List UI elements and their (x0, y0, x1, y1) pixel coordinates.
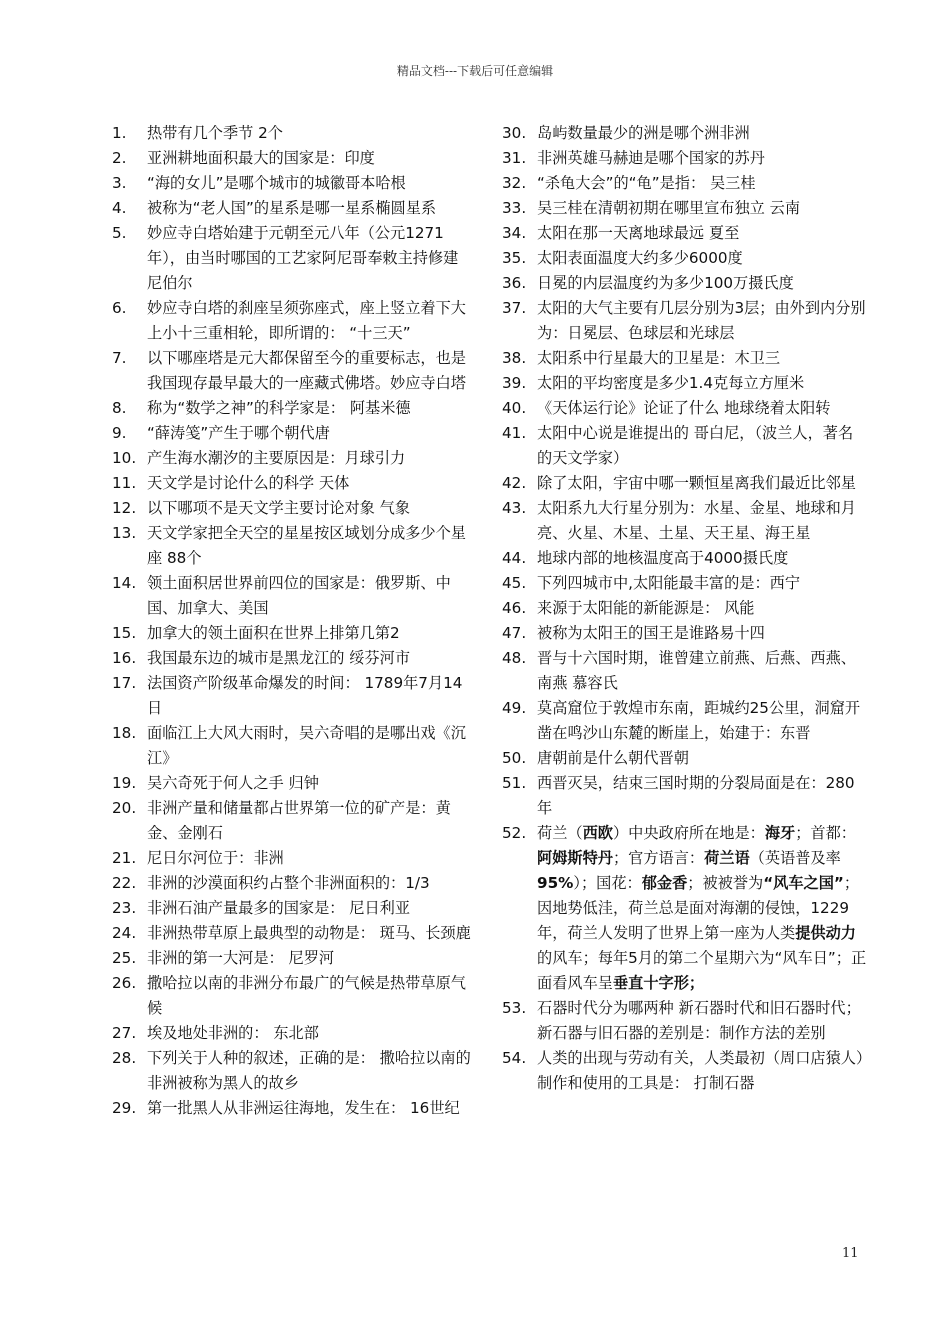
item-text: 妙应寺白塔始建于元朝至元八年（公元1271年），由当时哪国的工艺家阿尼哥奉敕主持修建 尼伯尔 (147, 224, 459, 292)
item-number: 14. (112, 574, 137, 592)
question-item (502, 371, 867, 396)
item-number: 11. (112, 474, 137, 492)
item-number: 45. (502, 574, 527, 592)
item-number: 42. (502, 474, 527, 492)
bold-segment: 阿姆斯特丹 (537, 849, 613, 867)
item-text: 非洲的沙漠面积约占整个非洲面积的：1/3 (147, 874, 430, 892)
item-text: 唐朝前是什么朝代晋朝 (537, 749, 689, 767)
item-number: 7. (112, 349, 127, 367)
question-item (112, 771, 472, 796)
item-text: 非洲热带草原上最典型的动物是： 斑马、长颈鹿 (147, 924, 471, 942)
item-number: 25. (112, 949, 137, 967)
question-item (112, 1021, 472, 1046)
item-number: 16. (112, 649, 137, 667)
item-text: 日冕的内层温度约为多少100万摄氏度 (537, 274, 794, 292)
item-number: 35. (502, 249, 527, 267)
item-number: 49. (502, 699, 527, 717)
page-number: 11 (842, 1246, 859, 1261)
question-item (502, 496, 867, 546)
item-text: 称为“数学之神”的科学家是： 阿基米德 (147, 399, 411, 417)
item-number: 44. (502, 549, 527, 567)
item-number: 46. (502, 599, 527, 617)
item-number: 51. (502, 774, 527, 792)
item-text: 法国资产阶级革命爆发的时间： 1789年7月14日 (147, 674, 463, 717)
item-number: 48. (502, 649, 527, 667)
item-number: 18. (112, 724, 137, 742)
item-text: 晋与十六国时期，谁曾建立前燕、后燕、西燕、南燕 慕容氏 (537, 649, 856, 692)
item-number: 47. (502, 624, 527, 642)
item-text: 吴六奇死于何人之手 归钟 (147, 774, 319, 792)
item-text: 太阳在那一天离地球最远 夏至 (537, 224, 740, 242)
question-item (112, 171, 472, 196)
item-number: 52. (502, 824, 527, 842)
item-text: 非洲英雄马赫迪是哪个国家的苏丹 (537, 149, 765, 167)
item-text: 太阳的大气主要有几层分别为3层；由外到内分别为：日冕层、色球层和光球层 (537, 299, 866, 342)
question-item (502, 746, 867, 771)
question-item (112, 421, 472, 446)
item-number: 5. (112, 224, 127, 242)
text-segment: ）中央政府所在地是： (612, 824, 765, 842)
item-text: 石器时代分为哪两种 新石器时代和旧石器时代；新石器与旧石器的差别是：制作方法的差别 (537, 999, 861, 1042)
item-number: 17. (112, 674, 137, 692)
bold-segment: “风车之国” (763, 874, 844, 892)
item-text: 以下哪座塔是元大都保留至今的重要标志，也是我国现存最早最大的一座藏式佛塔。妙应寺白塔 (147, 349, 466, 392)
item-text: 加拿大的领土面积在世界上排第几第2 (147, 624, 400, 642)
item-number: 31. (502, 149, 527, 167)
item-number: 4. (112, 199, 127, 217)
bold-segment: 提供动力 (795, 924, 856, 942)
bold-segment: 海牙 (764, 824, 796, 842)
text-segment: ；因地势低洼，荷兰总是面对海潮的侵蚀，1229年，荷兰人发明了世界上第一座为人类 (537, 874, 860, 942)
item-number: 26. (112, 974, 137, 992)
item-text: 地球内部的地核温度高于4000摄氏度 (537, 549, 789, 567)
item-number: 41. (502, 424, 527, 442)
text-segment: ；首都： (795, 824, 856, 842)
item-number: 1. (112, 124, 127, 142)
question-item (112, 346, 472, 396)
question-item (502, 821, 867, 996)
item-text: 以下哪项不是天文学主要讨论对象 气象 (147, 499, 411, 517)
question-item (502, 546, 867, 571)
item-number: 40. (502, 399, 527, 417)
item-text: 被称为太阳王的国王是谁路易十四 (537, 624, 765, 642)
item-number: 37. (502, 299, 527, 317)
question-item (112, 896, 472, 921)
question-item (112, 621, 472, 646)
text-segment: （英语普及率 (749, 849, 841, 867)
item-number: 8. (112, 399, 127, 417)
item-text: 妙应寺白塔的刹座呈须弥座式，座上竖立着下大上小十三重相轮，即所谓的： “十三天” (147, 299, 466, 342)
item-number: 9. (112, 424, 127, 442)
question-item (112, 446, 472, 471)
question-item (112, 496, 472, 521)
question-item (502, 996, 867, 1046)
item-text: 太阳表面温度大约多少6000度 (537, 249, 743, 267)
item-text: 亚洲耕地面积最大的国家是：印度 (147, 149, 375, 167)
item-text: 人类的出现与劳动有关，人类最初（周口店猿人）制作和使用的工具是： 打制石器 (537, 1049, 864, 1092)
item-number: 12. (112, 499, 137, 517)
item-text: 领土面积居世界前四位的国家是：俄罗斯、中国、加拿大、美国 (147, 574, 451, 617)
question-item (112, 721, 472, 771)
item-text: 太阳系中行星最大的卫星是：木卫三 (537, 349, 780, 367)
question-item (112, 946, 472, 971)
item-number: 24. (112, 924, 137, 942)
right-column (502, 121, 867, 1096)
item-text: “薛涛笺”产生于哪个朝代唐 (147, 424, 330, 442)
question-item (502, 346, 867, 371)
text-segment: 荷兰（ (537, 824, 583, 842)
question-item (502, 1046, 867, 1096)
question-item (502, 621, 867, 646)
item-number: 34. (502, 224, 527, 242)
item-text: 太阳中心说是谁提出的 哥白尼，（波兰人，著名的天文学家） (537, 424, 854, 467)
page-header: 精品文档---下载后可任意编辑 (396, 64, 554, 78)
text-segment: 的风车；每年5月的第二个星期六为“风车日”；正面看风车呈 (537, 949, 867, 992)
item-number: 33. (502, 199, 527, 217)
item-text: “杀龟大会”的“龟”是指： 吴三桂 (537, 174, 756, 192)
item-text: 西晋灭吴，结束三国时期的分裂局面是在：280年 (537, 774, 855, 817)
question-item (112, 1046, 472, 1096)
question-item (112, 571, 472, 621)
item-number: 38. (502, 349, 527, 367)
item-number: 50. (502, 749, 527, 767)
item-text: 非洲的第一大河是： 尼罗河 (147, 949, 335, 967)
item-text: 太阳系九大行星分别为：水星、金星、地球和月亮、火星、木星、土星、天王星、海王星 (537, 499, 856, 542)
item-number: 28. (112, 1049, 137, 1067)
item-number: 15. (112, 624, 137, 642)
item-text: 莫高窟位于敦煌市东南，距城约25公里，洞窟开凿在鸣沙山东麓的断崖上，始建于：东晋 (537, 699, 861, 742)
item-number: 20. (112, 799, 137, 817)
item-text: 撒哈拉以南的非洲分布最广的气候是热带草原气候 (147, 974, 466, 1017)
item-number: 32. (502, 174, 527, 192)
item-text: 天文学家把全天空的星星按区域划分成多少个星座 88个 (147, 524, 466, 567)
item-number: 30. (502, 124, 527, 142)
question-item (502, 221, 867, 246)
question-item (502, 296, 867, 346)
question-item (112, 396, 472, 421)
question-item (112, 121, 472, 146)
item-text: 产生海水潮汐的主要原因是：月球引力 (147, 449, 406, 467)
question-item (502, 646, 867, 696)
item-text: 第一批黑人从非洲运往海地，发生在： 16世纪 (147, 1099, 460, 1117)
item-number: 22. (112, 874, 137, 892)
item-text: 来源于太阳能的新能源是： 风能 (537, 599, 755, 617)
item-number: 43. (502, 499, 527, 517)
item-number: 29. (112, 1099, 137, 1117)
question-item (112, 221, 472, 296)
item-text: 岛屿数量最少的洲是哪个洲非洲 (537, 124, 750, 142)
item-number: 27. (112, 1024, 137, 1042)
item-number: 6. (112, 299, 127, 317)
question-item (112, 796, 472, 846)
question-item (112, 471, 472, 496)
item-number: 36. (502, 274, 527, 292)
item-number: 10. (112, 449, 137, 467)
text-segment: ）；国花： (573, 874, 642, 892)
question-item (112, 1096, 472, 1121)
item-text: 除了太阳，宇宙中哪一颗恒星离我们最近比邻星 (537, 474, 856, 492)
item-number: 13. (112, 524, 137, 542)
question-item (112, 846, 472, 871)
question-item (502, 121, 867, 146)
item-text: 热带有几个季节 2个 (147, 124, 283, 142)
item-text: 《天体运行论》论证了什么 地球绕着太阳转 (537, 399, 831, 417)
question-item (112, 671, 472, 721)
question-item (112, 196, 472, 221)
question-item (502, 246, 867, 271)
question-item (112, 146, 472, 171)
question-item (502, 771, 867, 821)
item-text: 下列关于人种的叙述，正确的是： 撒哈拉以南的非洲被称为黑人的故乡 (147, 1049, 471, 1092)
question-item (502, 471, 867, 496)
question-item (112, 646, 472, 671)
question-item (502, 196, 867, 221)
item-text: 天文学是讨论什么的科学 天体 (147, 474, 350, 492)
item-text: 我国最东边的城市是黑龙江的 绥芬河市 (147, 649, 411, 667)
item-number: 21. (112, 849, 137, 867)
question-item (502, 271, 867, 296)
question-item (502, 571, 867, 596)
item-text: 非洲石油产量最多的国家是： 尼日利亚 (147, 899, 411, 917)
left-column (112, 121, 472, 1121)
item-number: 3. (112, 174, 127, 192)
question-item (502, 421, 867, 471)
question-item (112, 871, 472, 896)
question-item (502, 146, 867, 171)
question-item (502, 696, 867, 746)
bold-segment: 荷兰语 (704, 849, 750, 867)
bold-segment: 西欧 (582, 824, 613, 842)
item-text: 吴三桂在清朝初期在哪里宣布独立 云南 (537, 199, 801, 217)
item-text: 下列四城市中,太阳能最丰富的是：西宁 (537, 574, 801, 592)
item-number: 53. (502, 999, 527, 1017)
item-text: 被称为“老人国”的星系是哪一星系椭圆星系 (147, 199, 437, 217)
item-text: 太阳的平均密度是多少1.4克每立方厘米 (537, 374, 805, 392)
text-segment: ；官方语言： (612, 849, 705, 867)
question-item (112, 971, 472, 1021)
bold-segment: 垂直十字形； (612, 974, 705, 992)
item-number: 54. (502, 1049, 527, 1067)
question-item (502, 596, 867, 621)
item-text: 埃及地处非洲的： 东北部 (147, 1024, 319, 1042)
question-item (502, 396, 867, 421)
item-text: 非洲产量和储量都占世界第一位的矿产是：黄金、金刚石 (147, 799, 451, 842)
item-text: 尼日尔河位于：非洲 (147, 849, 284, 867)
question-item (112, 521, 472, 571)
bold-segment: 95% (537, 874, 574, 892)
question-item (502, 171, 867, 196)
bold-segment: 郁金香 (641, 874, 688, 892)
item-number: 2. (112, 149, 127, 167)
item-number: 19. (112, 774, 137, 792)
item-text (537, 821, 867, 996)
question-item (112, 921, 472, 946)
item-number: 23. (112, 899, 137, 917)
text-segment: ；被被誉为 (687, 874, 764, 892)
item-number: 39. (502, 374, 527, 392)
item-text: “海的女儿”是哪个城市的城徽哥本哈根 (147, 174, 406, 192)
item-text: 面临江上大风大雨时，吴六奇唱的是哪出戏《沉江》 (147, 724, 466, 767)
question-item (112, 296, 472, 346)
